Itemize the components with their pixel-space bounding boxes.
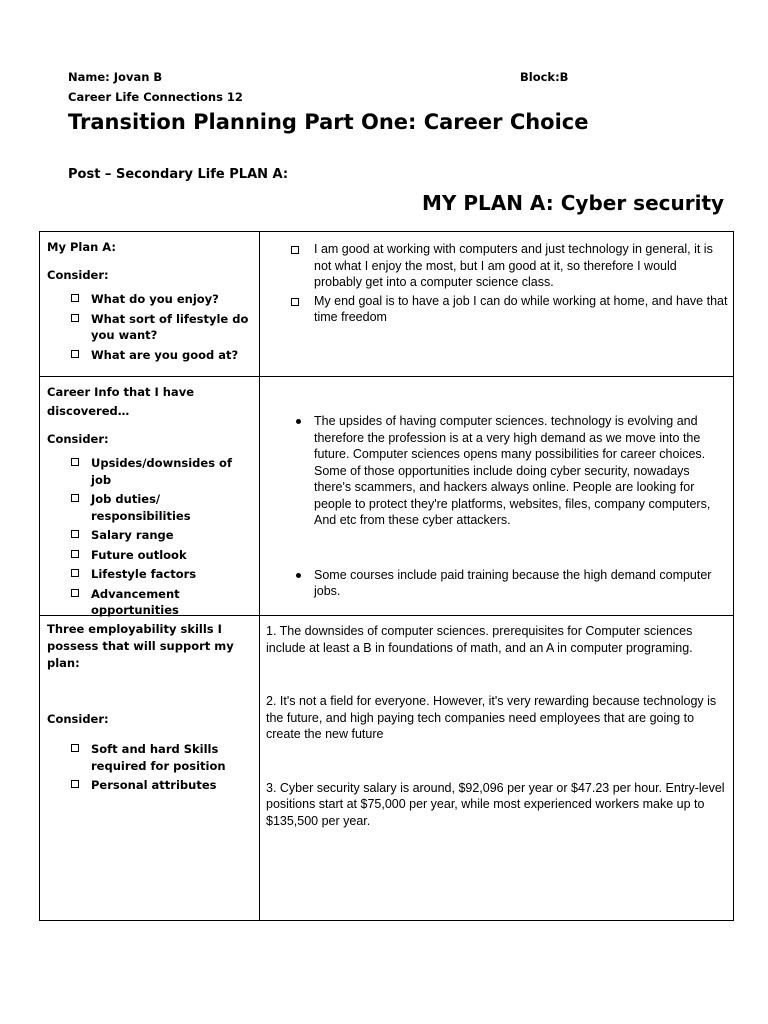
checkbox-icon <box>71 569 79 577</box>
checkbox-icon <box>71 314 79 322</box>
post-secondary-heading: Post – Secondary Life PLAN A: <box>68 167 289 182</box>
row3-prompt-cell <box>47 621 255 797</box>
list-item: I am good at working with computers and just technology in general, it is not what I enjoy the most, but I am good at it, so therefore I would probably get into a computer science class. <box>266 241 728 291</box>
list-item: 3. Cyber security salary is around, $92,096 per year or $47.23 per hour. Entry-level positions start at $75,000 per year, while most experienced workers make up to $135,500 per year. <box>266 780 725 828</box>
course-name: Career Life Connections 12 <box>68 90 243 104</box>
checkbox-icon <box>71 780 79 788</box>
row1-response-cell <box>266 241 728 328</box>
row2-response-cell <box>266 413 728 602</box>
checkbox-icon <box>71 744 79 752</box>
row2-prompt-cell <box>47 383 255 622</box>
checkbox-icon <box>71 350 79 358</box>
checkbox-icon <box>71 530 79 538</box>
list-item: What sort of lifestyle do you want? <box>47 311 255 344</box>
row1-prompt-cell <box>47 238 255 366</box>
row1-prompt-list <box>47 291 255 363</box>
student-name: Name: Jovan B <box>68 70 163 84</box>
list-item: Some courses include paid training because the high demand computer jobs. <box>266 567 728 600</box>
list-item: Upsides/downsides of job <box>47 455 255 488</box>
checkbox-icon <box>71 458 79 466</box>
list-item: Future outlook <box>47 547 255 564</box>
column-divider <box>259 232 260 920</box>
row-divider <box>40 376 733 377</box>
row3-heading: Three employability skills I possess that will support my plan: <box>47 622 234 670</box>
list-item: My end goal is to have a job I can do while working at home, and have that time freedom <box>266 293 728 326</box>
list-item: Personal attributes <box>47 777 255 794</box>
checkbox-icon <box>71 494 79 502</box>
bullet-icon <box>296 419 301 424</box>
row2-prompt-list <box>47 455 255 619</box>
list-item: 1. The downsides of computer sciences. prerequisites for Computer sciences include at least a B in foundations of math, and an A in computer programing. <box>266 624 693 655</box>
checkbox-icon <box>71 589 79 597</box>
list-item: Job duties/ responsibilities <box>47 491 255 524</box>
list-item: Advancement opportunities <box>47 586 255 619</box>
list-item: Salary range <box>47 527 255 544</box>
row3-consider: Consider: <box>47 712 109 726</box>
checkbox-icon <box>291 298 299 306</box>
list-item: The upsides of having computer sciences. technology is evolving and therefore the profession is at a very high demand as we move into the future. Computer sciences opens many possibilities for career choices. Some of those opportunities include doing cyber security, nowadays there's scammers, and hackers always online. People are looking for people to protect they're platforms, websites, files, company computers, And etc from these cyber attackers. <box>266 413 728 529</box>
checkbox-icon <box>291 246 299 254</box>
planning-table <box>39 231 734 921</box>
row3-prompt-list <box>47 741 255 794</box>
checkbox-icon <box>71 294 79 302</box>
checkbox-icon <box>71 550 79 558</box>
list-item: What do you enjoy? <box>47 291 255 308</box>
row2-heading: Career Info that I have discovered… <box>47 385 194 418</box>
block-label: Block:B <box>520 70 569 84</box>
list-item: What are you good at? <box>47 347 255 364</box>
row1-consider: Consider: <box>47 268 109 282</box>
row3-response-cell <box>266 623 726 829</box>
list-item: Soft and hard Skills required for position <box>47 741 255 774</box>
list-item: 2. It's not a field for everyone. However, it's very rewarding because technology is the future, and high paying tech companies need employees that are going to create the new future <box>266 694 717 741</box>
row1-heading: My Plan A: <box>47 240 116 254</box>
plan-a-heading: MY PLAN A: Cyber security <box>422 191 725 215</box>
row2-consider: Consider: <box>47 432 109 446</box>
document-title: Transition Planning Part One: Career Choice <box>68 110 589 134</box>
list-item: Lifestyle factors <box>47 566 255 583</box>
bullet-icon <box>296 573 301 578</box>
